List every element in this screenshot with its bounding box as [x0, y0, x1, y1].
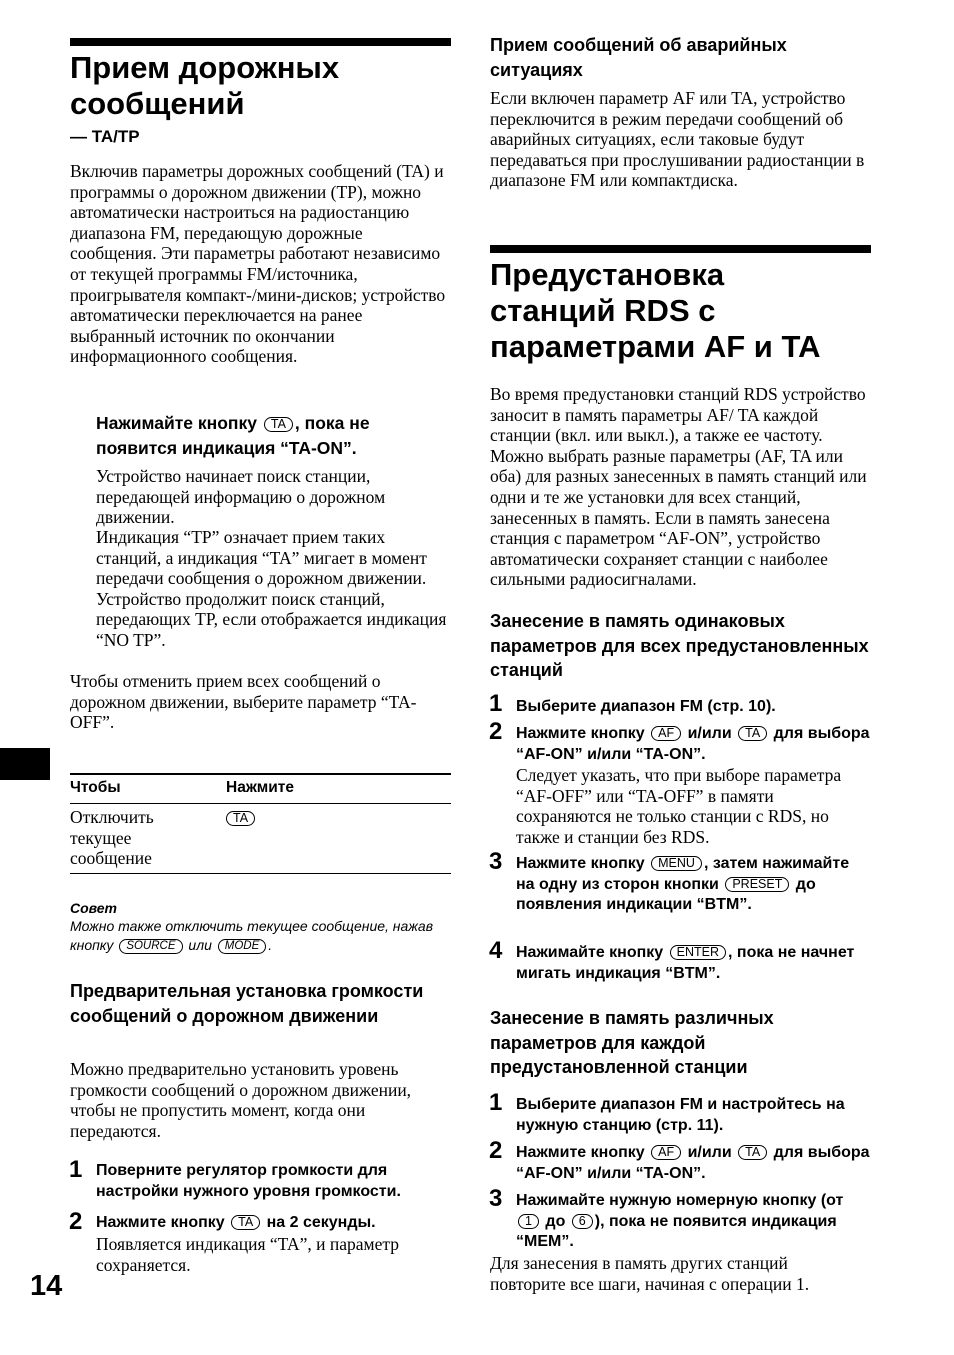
ta-key: TA [264, 417, 293, 432]
preset-key: PRESET [725, 877, 789, 892]
same-step-4-b: , пока не начнет мигать индикация “BTM”. [516, 944, 855, 982]
same-step-2-text [516, 724, 870, 765]
volume-body: Можно предварительно установить уровень громкости сообщений о дорожном движении, чтобы не пропустить момент, когда они передаются. [70, 1059, 412, 1141]
section-title-line-1: Предустановка [490, 257, 725, 292]
title-line-2: сообщений [70, 86, 245, 121]
page-title [70, 50, 451, 122]
table-header-rule [70, 803, 451, 804]
same-step-4-text [516, 943, 872, 984]
diff-step-3-a: Нажимайте нужную номерную кнопку (от [516, 1192, 844, 1209]
same-step-1-text: Выберите диапазон FM (стр. 10). [516, 698, 776, 715]
same-step-2-body: Следует указать, что при выборе параметра “AF-OFF” или “TA-OFF” в памяти сохраняются не только станции с RDS, но также и станции без RDS. [516, 765, 842, 847]
title-line-1: Прием дорожных [70, 50, 340, 85]
table-header-col1: Чтобы [70, 779, 121, 796]
instruction-body-1: Устройство начинает поиск станции, передающей информацию о дорожном движении. [96, 466, 386, 528]
table-header-col2: Нажмите [226, 779, 295, 796]
side-tab [0, 748, 50, 780]
source-key: SOURCE [119, 939, 182, 954]
emergency-heading: Прием сообщений об аварийных ситуациях [490, 35, 787, 80]
same-step-2-number: 2 [489, 718, 503, 745]
left-step-2-text [96, 1213, 456, 1234]
diff-params-heading: Занесение в память различных параметров для каждой предустановленной станции [490, 1008, 774, 1077]
cancel-text: Чтобы отменить прием всех сообщений о дорожном движении, выберите параметр “TA-OFF”. [70, 671, 417, 733]
intro-text: Включив параметры дорожных сообщений (TA) и программы о дорожном движении (TP), можно автоматически настроиться на радиостанцию диапазона FM, передающую дорожные сообщения. Эти параметры работают независимо от текущей программы FM/источника, проигрывателя компакт-/мини-дисков; устройство автоматически переключается на ранее выбранный источник по окончании информационного сообщения. [70, 161, 446, 367]
same-step-3-b: , затем нажимайте на одну из сторон кнопки [516, 855, 850, 893]
left-step-2-body: Появляется индикация “TA”, и параметр сохраняется. [96, 1234, 399, 1275]
same-params-heading: Занесение в память одинаковых параметров для всех предустановленных станций [490, 611, 869, 680]
ta-key-2: TA [738, 726, 767, 741]
page-number: 14 [30, 1270, 63, 1302]
same-step-3-c: до появления индикации “BTM”. [516, 875, 816, 913]
section-title-line-2: станций RDS с [490, 293, 716, 328]
left-step-2-a: Нажмите кнопку [96, 1214, 225, 1231]
same-step-4-number: 4 [489, 937, 503, 964]
tip-title: Совет [70, 900, 118, 916]
section-title [490, 257, 871, 365]
mode-key: MODE [218, 939, 267, 954]
menu-key: MENU [651, 856, 702, 871]
same-step-2-a: Нажмите кнопку [516, 725, 645, 742]
ta-key-step2: TA [231, 1215, 260, 1230]
table-row-key [224, 810, 257, 828]
diff-step-2-b: для выбора “AF-ON” и/или “TA-ON”. [516, 1144, 870, 1182]
left-step-1-text: Поверните регулятор громкости для настройки нужного уровня громкости. [96, 1162, 401, 1200]
tip-end: . [268, 937, 273, 953]
diff-step-2-text [516, 1143, 870, 1184]
same-step-3-a: Нажмите кнопку [516, 855, 645, 872]
diff-step-2-a: Нажмите кнопку [516, 1144, 645, 1161]
diff-step-3-b: ), пока не появится индикация “MEM”. [516, 1212, 837, 1250]
diff-step-2-mid: и/или [687, 1144, 732, 1161]
number-key-6: 6 [572, 1214, 593, 1229]
diff-step-1-number: 1 [489, 1089, 503, 1116]
table-top-rule [70, 773, 451, 775]
preset-body: Во время предустановки станций RDS устройство заносит в память параметры AF/ TA каждой станции (вкл. или выкл.), а также ее частоту. Можно выбрать разные параметры (AF, TA или оба) для разных занесенных в память станций или одни и те же установки для всех станций, занесенных в память. Если в память занесена станция с параметром “AF-ON”, устройство автоматически сохраняет станции с наиболее сильными радиосигналами. [490, 384, 867, 590]
same-step-2-b: для выбора “AF-ON” и/или “TA-ON”. [516, 725, 870, 763]
instruction-body-2: Индикация “TP” означает прием таких станций, а индикация “TA” мигает в момент передачи сообщения о дорожном движении. Устройство продолжит поиск станций, передающих TP, если отображается индикация “NO TP”. [96, 527, 447, 650]
closing-text: Для занесения в память других станций повторите все шаги, начиная с операции 1. [490, 1253, 810, 1294]
instruction-heading [96, 411, 448, 460]
table-row-action: Отключить текущее сообщение [70, 807, 154, 869]
page-subtitle: — TA/TP [70, 127, 140, 146]
ta-key-table: TA [226, 811, 255, 826]
enter-key: ENTER [670, 945, 726, 960]
left-step-1-number: 1 [69, 1156, 83, 1183]
top-rule-left [70, 38, 451, 46]
left-step-2-number: 2 [69, 1208, 83, 1235]
af-key-2: AF [651, 1145, 681, 1160]
same-step-3-text [516, 854, 872, 916]
tip-or: или [188, 937, 212, 953]
af-key-1: AF [651, 726, 681, 741]
same-step-3-number: 3 [489, 848, 503, 875]
same-step-4-a: Нажимайте кнопку [516, 944, 664, 961]
same-step-2-mid: и/или [687, 725, 732, 742]
diff-step-3-text [516, 1191, 872, 1253]
left-step-2-b: на 2 секунды. [266, 1214, 376, 1231]
diff-step-3-mid: до [545, 1212, 566, 1230]
number-key-1: 1 [518, 1214, 539, 1229]
instr-text-a: Нажимайте кнопку [96, 413, 257, 433]
diff-step-2-number: 2 [489, 1137, 503, 1164]
emergency-body: Если включен параметр AF или TA, устройство переключится в режим передачи сообщений об аварийных ситуациях, если таковые будут передаваться при прослушивании радиостанции в диапазоне FM или компактдиска. [490, 88, 865, 191]
instr-text-b: , пока не появится индикация “TA-ON”. [96, 413, 370, 458]
volume-heading: Предварительная установка громкости сообщений о дорожном движении [70, 981, 424, 1026]
ta-key-3: TA [738, 1145, 767, 1160]
tip-text [70, 917, 450, 955]
top-rule-right [490, 245, 871, 253]
diff-step-3-number: 3 [489, 1185, 503, 1212]
tip-text-a: Можно также отключить текущее сообщение, нажав кнопку [70, 918, 434, 953]
diff-step-1-text: Выберите диапазон FM и настройтесь на нужную станцию (стр. 11). [516, 1096, 845, 1134]
section-title-line-3: параметрами AF и TA [490, 329, 821, 364]
same-step-1-number: 1 [489, 690, 503, 717]
table-bottom-rule [70, 873, 451, 874]
